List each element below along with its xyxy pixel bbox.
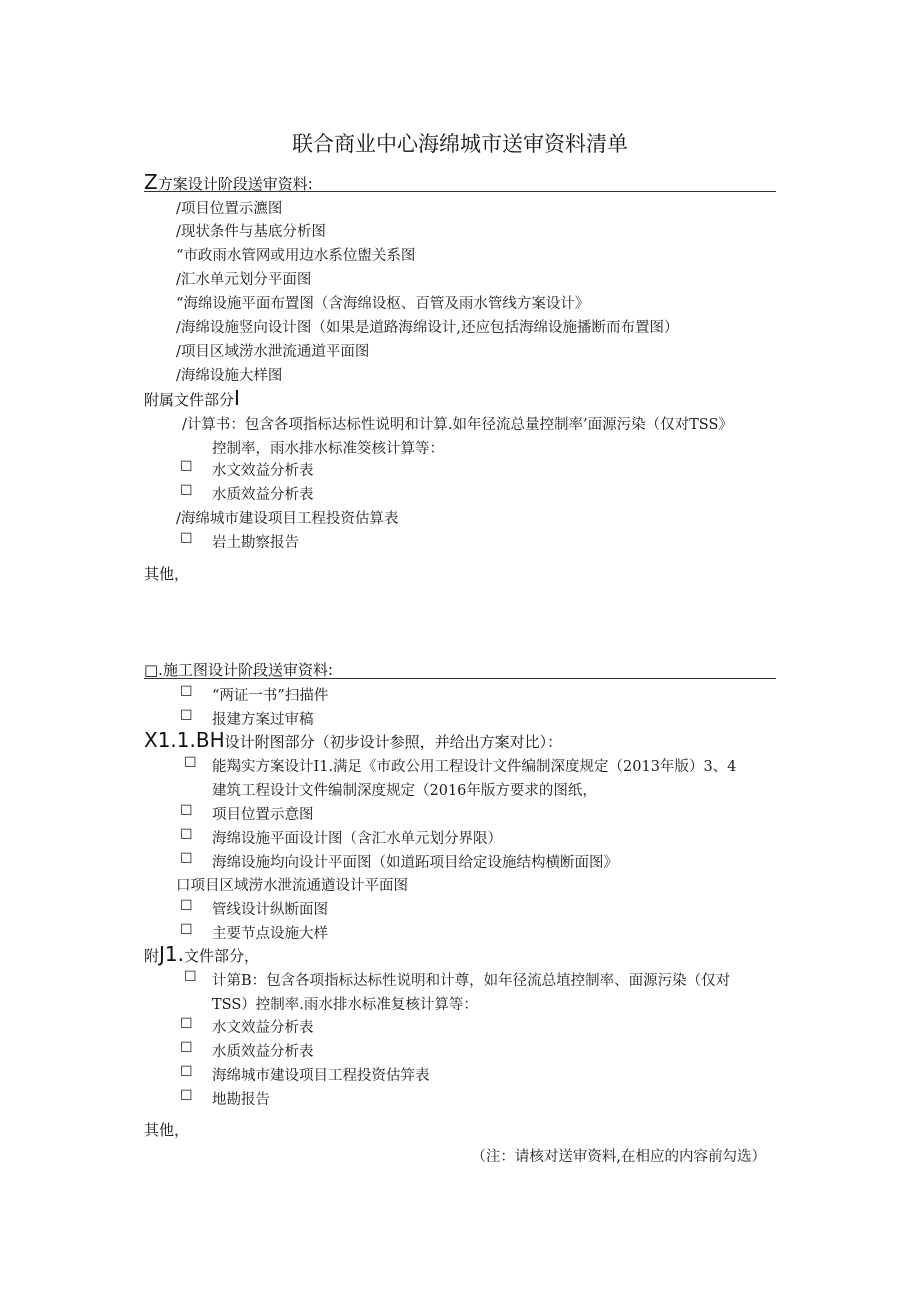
section2-attach-heading-big: J1.	[159, 942, 184, 966]
checkbox[interactable]: ☐	[180, 898, 193, 914]
section1-attach-heading	[144, 386, 240, 410]
section2-design-heading-big: X1.1.BH	[144, 728, 225, 752]
section2-calc-line: 计第B：包含各项指标达标性说明和计尊，如年径流总埴控制率、面源污染（仅对	[212, 973, 731, 989]
checkbox[interactable]: ☐	[180, 483, 193, 499]
page-title: 联合商业中心海绵城市送审资料清单	[292, 132, 628, 156]
section2-design-item: 管线设计纵断面图	[212, 902, 328, 918]
section1-attach-survey: 岩土勘察报告	[212, 535, 299, 551]
section1-calc-line: 控制率，雨水排水标准筊核计算等：	[212, 441, 444, 457]
section2-attach-item: 地勘报告	[212, 1092, 270, 1108]
section1-calc-line: /计算书：包含各项指标达标性说明和计算.如年径流总量控制率’面源污染（仅对TSS》	[182, 417, 733, 433]
section1-attach-invest: /海绵城市建设项目工程投资估算表	[176, 511, 399, 527]
section1-attach-item: 水文效益分析表	[212, 463, 314, 479]
section2-design-item: 项目位置示意图	[212, 807, 314, 823]
section2-item: “两证一书”扫描件	[212, 688, 329, 704]
section1-item: /海绵设施大样图	[176, 368, 283, 384]
section1-heading-text: 方案设计阶段送审资料:	[157, 175, 313, 193]
checkbox[interactable]: ☐	[180, 1040, 193, 1056]
section2-design-line: 能羯实方案设计I1.满足《市政公用工程设计文件编制深度规定（2013年版）3、4	[212, 759, 737, 775]
section2-other: 其他，	[144, 1121, 190, 1139]
section1-rule	[144, 191, 776, 192]
section2-design-item: 主要节点设施大样	[212, 926, 328, 942]
section2-rule	[144, 678, 776, 679]
section1-item: /现状条件与基底分析图	[176, 224, 326, 240]
section1-item: /项目区域涝水泄流通道平面图	[176, 344, 370, 360]
checkbox[interactable]: ☐	[180, 851, 193, 867]
checkbox[interactable]: ☐	[184, 969, 197, 985]
section1-item: /项目位置示瀌图	[176, 201, 283, 217]
section2-attach-heading-text: 文件部分，	[184, 947, 260, 965]
footnote: （注：请核对送审资料,在相应的内容前勾选）	[471, 1149, 766, 1165]
section1-item: “市政雨水管网或用边水系位盥关系图	[176, 248, 416, 264]
section2-heading: □.施工图设计阶段送审资料:	[144, 661, 333, 679]
section2-item: 报建方案过审稿	[212, 712, 314, 728]
section2-calc-line: TSS）控制率.雨水排水标准复核计算等：	[212, 997, 478, 1013]
section2-design-drain: 口项目区域涝水泄流通遒设计平面图	[176, 878, 408, 894]
section2-design-heading	[144, 728, 562, 752]
section2-design-item: 海绵设施平面设计图（含汇水单元划分界限）	[212, 831, 502, 847]
section1-item: /汇水单元划分平面图	[176, 272, 312, 288]
checkbox[interactable]: ☐	[180, 1064, 193, 1080]
section1-attach-heading-text: 附属文件部分	[144, 391, 235, 409]
section2-design-item: 海绵设施均向设计平面图（如道跖项目给定设施结构横断面图》	[212, 855, 618, 871]
section1-other: 其他，	[144, 565, 190, 583]
section2-attach-heading-prefix: 附	[144, 947, 160, 965]
section1-heading-prefix: Z	[144, 170, 158, 194]
section1-item: /海绵设施竖向设计图（如果是道路海绵设计,还应包括海绵设施播断而布置图）	[176, 320, 679, 336]
checkbox[interactable]: ☐	[180, 708, 193, 724]
checkbox[interactable]: ☐	[180, 684, 193, 700]
checkbox[interactable]: ☐	[184, 755, 197, 771]
checkbox[interactable]: ☐	[180, 459, 193, 475]
section1-attach-item: 水质效益分析表	[212, 487, 314, 503]
section1-attach-heading-suffix: I	[234, 386, 240, 410]
section2-attach-item: 水文效益分析表	[212, 1020, 314, 1036]
checkbox[interactable]: ☐	[180, 531, 193, 547]
section2-design-line: 建筑工程设计文件编制深度规定（2016年版方要求的图纸，	[212, 783, 597, 799]
section1-item: “海绵设施平面布置图（含海绵设枢、百管及雨水管线方案设计》	[176, 296, 590, 312]
section2-attach-item: 海绵城市建设项目工程投资估笄表	[212, 1068, 430, 1084]
section2-design-heading-text: 设计附图部分（初步设计参照，并给出方案对比）：	[224, 733, 563, 751]
checkbox[interactable]: ☐	[180, 1016, 193, 1032]
checkbox[interactable]: ☐	[180, 803, 193, 819]
section2-attach-heading	[144, 942, 259, 966]
checkbox[interactable]: ☐	[180, 1088, 193, 1104]
checkbox[interactable]: ☐	[180, 827, 193, 843]
checkbox[interactable]: ☐	[180, 922, 193, 938]
section2-attach-item: 水质效益分析表	[212, 1044, 314, 1060]
